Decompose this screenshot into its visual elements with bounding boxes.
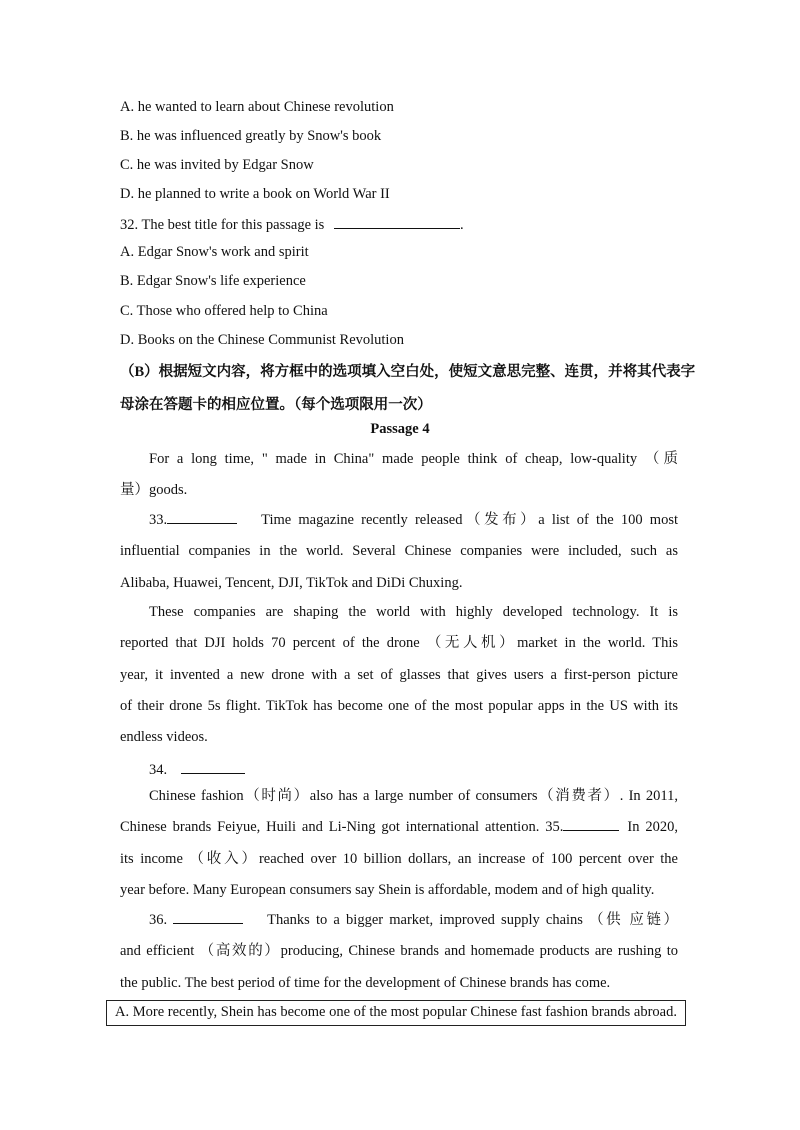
option-31-c: C. he was invited by Edgar Snow <box>120 157 314 173</box>
paragraph-5-line-1: Chinese fashion（时尚）also has a large number of consumers（消费者）. In 2011, <box>149 788 678 804</box>
instruction-line-2: 母涂在答题卡的相应位置。（每个选项限用一次） <box>120 397 432 413</box>
paragraph-3-line-4: of their drone 5s flight. TikTok has become one of the most popular apps in the US with its <box>120 697 678 714</box>
paragraph-3-line-2: reported that DJI holds 70 percent of the drone （无人机）market in the world. This <box>120 635 678 652</box>
paragraph-5-line-2-text: Chinese brands Feiyue, Huili and Li-Ning got international attention. 35. <box>120 819 564 836</box>
paragraph-3-line-1: These companies are shaping the world with highly developed technology. It is <box>149 604 678 620</box>
passage-title: Passage 4 <box>370 421 430 437</box>
blank-34-number: 34. <box>149 762 168 778</box>
paragraph-2-line-1 <box>120 505 678 536</box>
options-box <box>106 1000 686 1026</box>
option-32-c: C. Those who offered help to China <box>120 303 328 319</box>
option-31-d: D. he planned to write a book on World War II <box>120 186 390 202</box>
paragraph-6 <box>120 905 678 999</box>
paragraph-6-line-1-text: Thanks to a bigger market, improved supply chains （供 应链） <box>267 912 678 928</box>
paragraph-3 <box>120 597 678 753</box>
answer-blank-34[interactable] <box>181 760 245 774</box>
paragraph-3-line-5: endless videos. <box>120 729 208 746</box>
paragraph-5-line-4: year before. Many European consumers say Shein is affordable, modem and of high quality. <box>120 881 655 898</box>
paragraph-2-line-1-text: Time magazine recently released（发布）a list of the 100 most <box>261 512 678 528</box>
option-31-b: B. he was influenced greatly by Snow's book <box>120 128 382 144</box>
paragraph-2 <box>120 505 678 599</box>
paragraph-1-line-1: For a long time, " made in China" made people think of cheap, low-quality （质 <box>149 451 678 467</box>
blank-33-number: 33. <box>149 512 168 528</box>
answer-blank-32[interactable] <box>334 215 460 229</box>
answer-blank-36[interactable] <box>173 910 243 924</box>
option-32-d: D. Books on the Chinese Communist Revolution <box>120 332 404 348</box>
paragraph-5-line-2 <box>120 812 678 843</box>
paragraph-1 <box>120 444 678 507</box>
answer-blank-33[interactable] <box>167 510 237 524</box>
answer-blank-35[interactable] <box>563 817 619 831</box>
paragraph-5-line-2-end: In 2020, <box>627 819 678 836</box>
paragraph-6-line-3: the public. The best period of time for the development of Chinese brands has come. <box>120 974 611 991</box>
question-32-end: . <box>459 217 464 233</box>
paragraph-3-line-3: year, it invented a new drone with a set of glasses that gives users a first-person picture <box>120 666 678 683</box>
paragraph-2-line-2: influential companies in the world. Several Chinese companies were included, such as <box>120 543 678 560</box>
blank-34-line <box>149 760 245 779</box>
blank-36-number: 36. <box>149 912 168 928</box>
box-option-a: A. More recently, Shein has become one of the most popular Chinese fast fashion brands abroad. <box>115 1004 677 1020</box>
option-32-a: A. Edgar Snow's work and spirit <box>120 244 309 260</box>
paragraph-5-line-3: its income （收入）reached over 10 billion dollars, an increase of 100 percent over the <box>120 850 678 867</box>
paragraph-1-line-2: 量）goods. <box>120 482 188 499</box>
option-31-a: A. he wanted to learn about Chinese revolution <box>120 99 394 115</box>
question-32-stem: 32. The best title for this passage is <box>120 217 325 233</box>
paragraph-2-line-3: Alibaba, Huawei, Tencent, DJI, TikTok and DiDi Chuxing. <box>120 574 463 591</box>
instruction-line-1: （B）根据短文内容，将方框中的选项填入空白处，使短文意思完整、连贯，并将其代表字 <box>120 364 696 380</box>
paragraph-6-line-1 <box>120 905 678 936</box>
option-32-b: B. Edgar Snow's life experience <box>120 273 306 289</box>
paragraph-5 <box>120 781 678 906</box>
paragraph-6-line-2: and efficient （高效的）producing, Chinese brands and homemade products are rushing to <box>120 943 678 960</box>
question-32 <box>120 215 464 234</box>
